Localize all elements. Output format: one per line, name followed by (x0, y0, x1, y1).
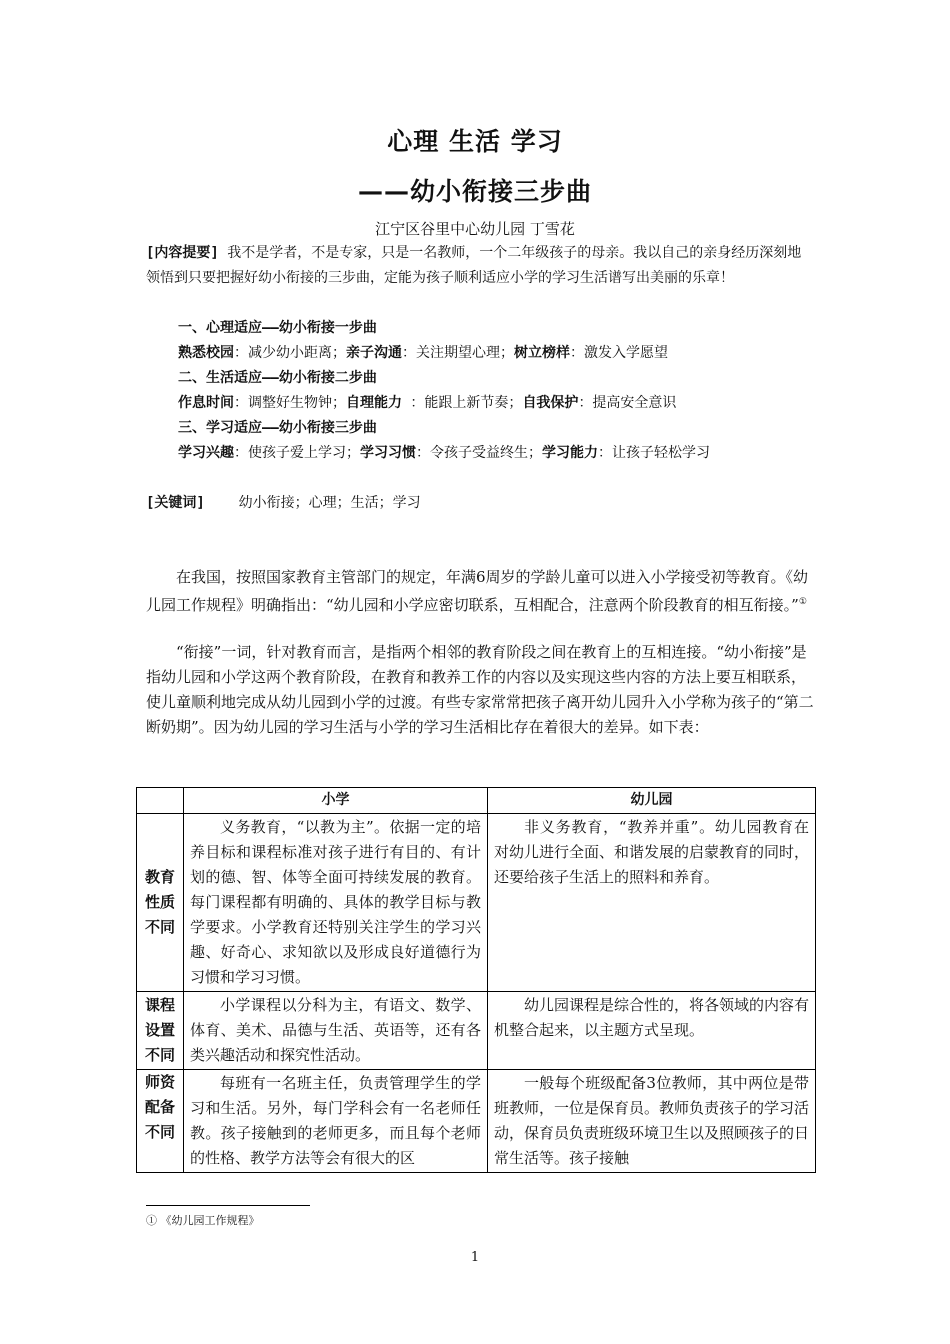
outline-heading-3: 三、学习适应——幼小衔接三步曲 (178, 420, 377, 436)
outline-val: ：令孩子受益终生； (416, 445, 542, 461)
outline-val: ：调整好生物钟； (234, 395, 346, 411)
footnote: ① 《幼儿园工作规程》 (146, 1214, 260, 1227)
outline-val: ：让孩子轻松学习 (598, 445, 710, 461)
page-number: 1 (470, 1250, 480, 1265)
paragraph-text: “衔接”一词，针对教育而言，是指两个相邻的教育阶段之间在教育上的互相连接。“幼小衔接”是指幼儿园和小学这两个教育阶段，在教育和教养工作的内容以及实现这些内容的方法上要互相联系，使儿童顺利地完成从幼儿园到小学的过渡。有些专家常常把孩子离开幼儿园升入小学称为孩子的“第二断奶期”。因为幼儿园的学习生活与小学的学习生活相比存在着很大的差异。如下表： (146, 643, 814, 736)
abstract-text: 我不是学者，不是专家，只是一名教师，一个二年级孩子的母亲。我以自己的亲身经历深刻地领悟到只要把握好幼小衔接的三步曲，定能为孩子顺利适应小学的学习生活谱写出美丽的乐章！ (146, 245, 802, 286)
author-line: 江宁区谷里中心幼儿园 丁雪花 (375, 220, 575, 238)
row-head: 师资配备不同 (137, 1070, 184, 1173)
paragraph-text: 在我国，按照国家教育主管部门的规定，年满6周岁的学龄儿童可以进入小学接受初等教育。《幼儿园工作规程》明确指出：“幼儿园和小学应密切联系，互相配合，注意两个阶段教育的相互衔接。” (146, 568, 809, 614)
outline-key: 熟悉校园 (178, 345, 234, 361)
outline-val: ：使孩子爱上学习； (234, 445, 360, 461)
outline-key: 自理能力 (346, 395, 402, 411)
outline-val: ：减少幼小距离； (234, 345, 346, 361)
row-head: 课程设置不同 (137, 992, 184, 1070)
kinder-cell: 幼儿园课程是综合性的，将各领域的内容有机整合起来，以主题方式呈现。 (488, 992, 816, 1070)
page-subtitle: ——幼小衔接三步曲 (357, 177, 592, 206)
abstract (146, 241, 814, 291)
row-head: 教育性质不同 (137, 814, 184, 992)
outline-key: 作息时间 (178, 395, 234, 411)
outline-key: 学习兴趣 (178, 445, 234, 461)
table-row (137, 992, 816, 1070)
page-title: 心理 生活 学习 (387, 127, 563, 156)
outline-heading-1: 一、心理适应——幼小衔接一步曲 (178, 320, 377, 336)
outline-items-2 (178, 392, 676, 412)
table-row (137, 1070, 816, 1173)
table-row (137, 814, 816, 992)
primary-cell: 每班有一名班主任，负责管理学生的学习和生活。另外，每门学科会有一名老师任教。孩子接触到的老师更多，而且每个老师的性格、教学方法等会有很大的区 (184, 1070, 488, 1173)
outline-items-1 (178, 342, 668, 362)
table-header-cell: 幼儿园 (488, 788, 816, 814)
outline-key: 学习能力 (542, 445, 598, 461)
footnote-ref[interactable]: ① (798, 597, 807, 607)
outline-val: ：激发入学愿望 (570, 345, 668, 361)
outline-val: ：能跟上新节奏； (402, 395, 523, 411)
body-paragraph-2 (146, 640, 814, 740)
comparison-table (136, 787, 816, 1173)
outline-key: 学习习惯 (360, 445, 416, 461)
keywords-text: 幼小衔接；心理；生活；学习 (238, 495, 421, 511)
outline-val: ：提高安全意识 (578, 395, 677, 411)
kinder-cell: 非义务教育，“教养并重”。幼儿园教育在对幼儿进行全面、和谐发展的启蒙教育的同时，还要给孩子生活上的照料和养育。 (488, 814, 816, 992)
body-paragraph-1 (146, 565, 814, 618)
footnote-separator (146, 1205, 310, 1206)
keywords-label: [关键词] (146, 495, 205, 511)
outline-heading-2: 二、生活适应——幼小衔接二步曲 (178, 370, 377, 386)
outline-key: 树立榜样 (514, 345, 570, 361)
keywords (146, 492, 421, 512)
outline-items-3 (178, 442, 710, 462)
kinder-cell: 一般每个班级配备3位教师，其中两位是带班教师，一位是保育员。教师负责孩子的学习活动，保育员负责班级环境卫生以及照顾孩子的日常生活等。孩子接触 (488, 1070, 816, 1173)
table-header-cell (137, 788, 184, 814)
table-header-row (137, 788, 816, 814)
outline-val: ：关注期望心理； (402, 345, 514, 361)
abstract-label: [内容提要] (146, 245, 219, 261)
primary-cell: 小学课程以分科为主，有语文、数学、体育、美术、品德与生活、英语等，还有各类兴趣活动和探究性活动。 (184, 992, 488, 1070)
outline-key: 亲子沟通 (346, 345, 402, 361)
primary-cell: 义务教育，“以教为主”。依据一定的培养目标和课程标准对孩子进行有目的、有计划的德、智、体等全面可持续发展的教育。每门课程都有明确的、具体的教学目标与教学要求。小学教育还特别关注学生的学习兴趣、好奇心、求知欲以及形成良好道德行为习惯和学习习惯。 (184, 814, 488, 992)
table-header-cell: 小学 (184, 788, 488, 814)
outline-key: 自我保护 (522, 395, 579, 411)
